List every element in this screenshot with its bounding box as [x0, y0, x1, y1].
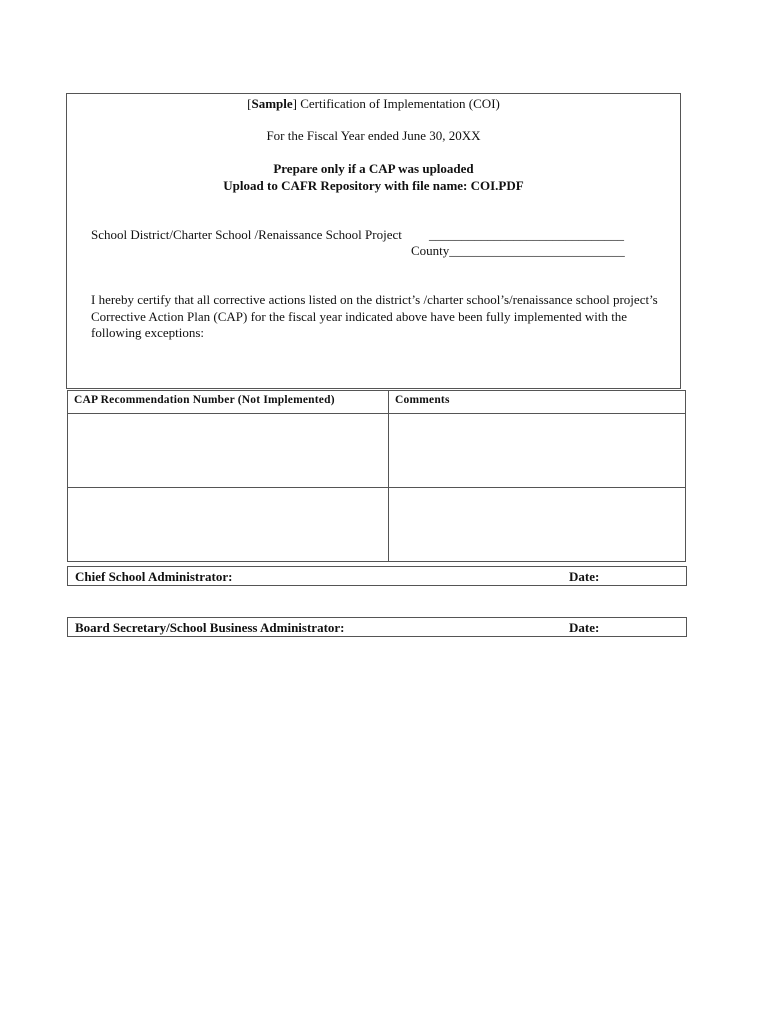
prepare-note: Prepare only if a CAP was uploaded	[273, 161, 474, 176]
table-row	[68, 488, 686, 562]
certification-box	[66, 93, 681, 389]
school-label: School District/Charter School /Renaissance School Project	[91, 227, 402, 242]
header-cap-number: CAP Recommendation Number (Not Implemented)	[68, 391, 389, 414]
header-comments: Comments	[389, 391, 686, 414]
comments-cell[interactable]	[389, 414, 686, 488]
county-blank-line[interactable]: ___________________________	[449, 243, 625, 258]
board-date-label: Date:	[569, 620, 600, 635]
chief-administrator-signature-row[interactable]	[67, 566, 687, 586]
table-row	[68, 414, 686, 488]
cap-number-cell[interactable]	[68, 488, 389, 562]
fiscal-year-line: For the Fiscal Year ended June 30, 20XX	[266, 128, 481, 143]
school-field	[91, 227, 624, 243]
title-rest: ] Certification of Implementation (COI)	[292, 96, 500, 111]
title-bracket: [	[247, 96, 252, 111]
document-title	[67, 96, 680, 112]
board-secretary-label: Board Secretary/School Business Administrator:	[75, 620, 345, 635]
comments-cell[interactable]	[389, 488, 686, 562]
chief-administrator-label: Chief School Administrator:	[75, 569, 233, 584]
certification-paragraph: I hereby certify that all corrective actions listed on the district’s /charter school’s/renaissance school project’s Corrective Action Plan (CAP) for the fiscal year indicated above have been fully implemented with the following exceptions:	[91, 292, 658, 340]
title-sample: Sample	[251, 96, 293, 111]
chief-date-label: Date:	[569, 569, 600, 584]
county-label: County	[411, 243, 450, 258]
school-blank-line[interactable]: ______________________________	[429, 227, 624, 242]
board-secretary-signature-row[interactable]	[67, 617, 687, 637]
table-header-row	[68, 391, 686, 414]
upload-note: Upload to CAFR Repository with file name: COI.PDF	[223, 178, 524, 193]
cap-number-cell[interactable]	[68, 414, 389, 488]
county-field	[411, 243, 625, 259]
cap-exceptions-table	[67, 390, 686, 562]
